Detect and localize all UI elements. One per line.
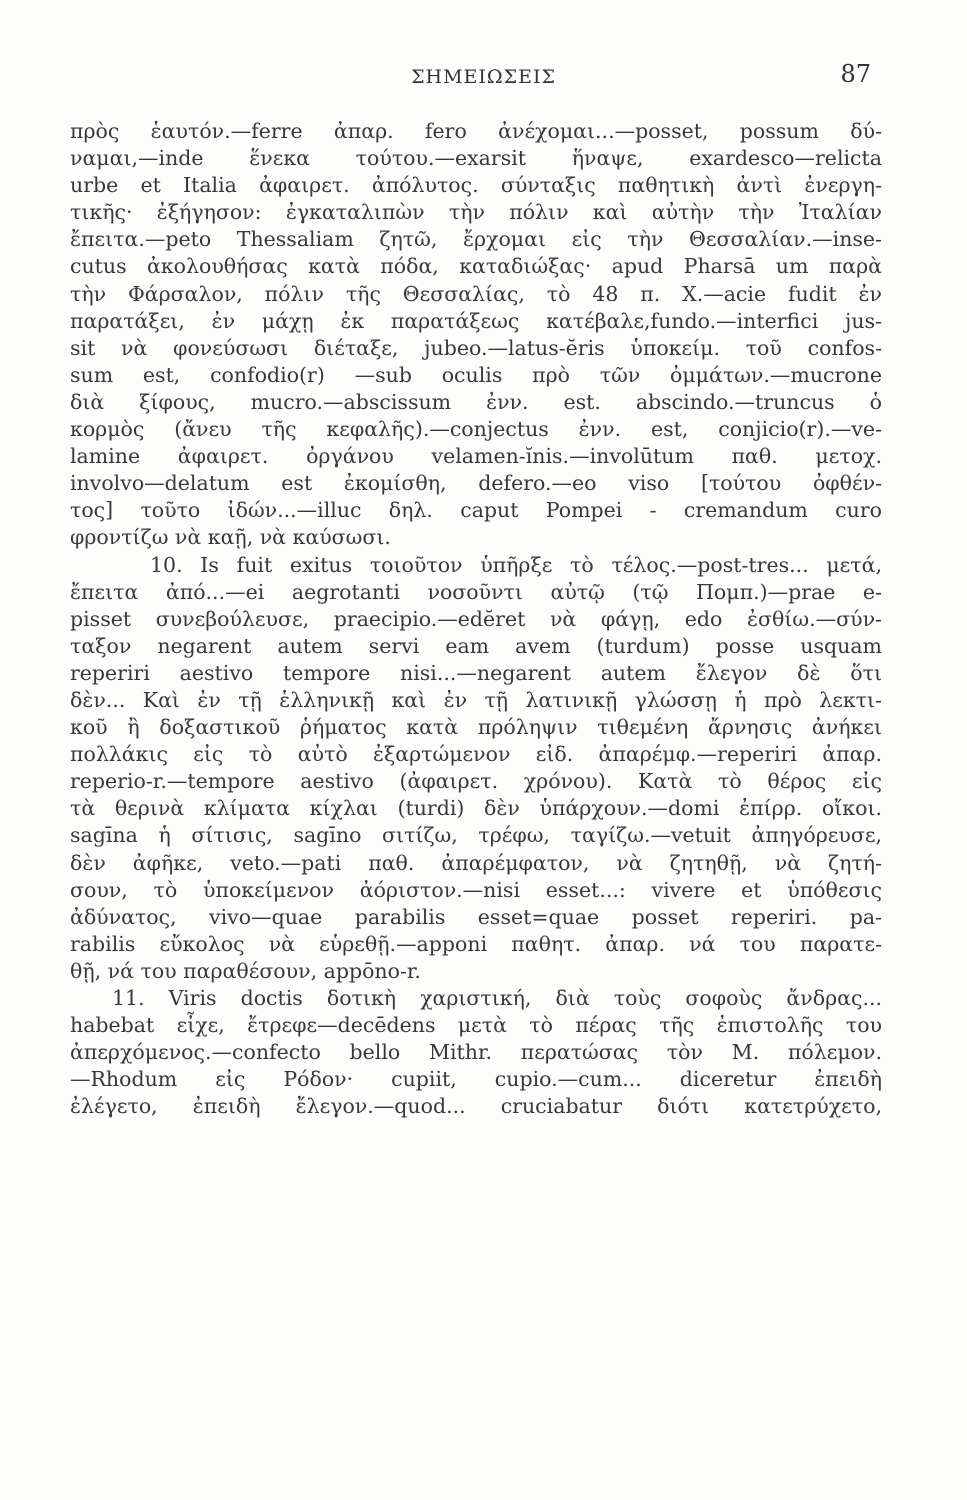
text-line: παρατάξει, ἐν μάχῃ ἐκ παρατάξεως κατέβαλε,fundo.—interfici jus-	[70, 308, 882, 333]
text-line: sagīna ἡ σίτισις, sagīno σιτίζω, τρέφω, ταγίζω.—vetuit ἀπηγόρευσε,	[70, 823, 882, 848]
text-line: reperio-r.—tempore aestivo (ἀφαιρετ. χρόνου). Κατὰ τὸ θέρος εἰς	[70, 769, 882, 794]
text-line: σουν, τὸ ὑποκείμενον ἀόριστον.—nisi esset...: vivere et ὑπόθεσις	[70, 877, 882, 902]
text-line: πρὸς ἑαυτόν.—ferre ἀπαρ. fero ἀνέχομαι...—posset, possum δύ-	[70, 119, 882, 143]
text-line: ἀδύνατος, vivo—quae parabilis esset=quae posset reperiri. pa-	[70, 904, 882, 929]
text-line: ἀπερχόμενος.—confecto bello Mithr. περατώσας τὸν Μ. πόλεμον.	[70, 1040, 882, 1065]
text-line: τὰ θερινὰ κλίματα κίχλαι (turdi) δὲν ὑπάρχουν.—domi ἐπίρρ. οἴκοι.	[70, 796, 882, 821]
text-line: ἐλέγετο, ἐπειδὴ ἔλεγον.—quod... cruciabatur διότι κατετρύχετο,	[70, 1094, 882, 1119]
text-line: τὴν Φάρσαλον, πόλιν τῆς Θεσσαλίας, τὸ 48 π. Χ.—acie fudit ἐν	[70, 281, 882, 306]
text-line: ἔπειτα.—peto Thessaliam ζητῶ, ἔρχομαι εἰς τὴν Θεσσαλίαν.—inse-	[70, 227, 882, 252]
text-line: ἔπειτα ἀπό...—ei aegrotanti νοσοῦντι αὐτῷ (τῷ Πομπ.)—prae e-	[70, 579, 882, 604]
text-line: διὰ ξίφους, mucro.—abscissum ἐνν. est. abscindo.—truncus ὁ	[70, 389, 882, 414]
page-number: 87	[840, 60, 871, 88]
notes-body	[70, 118, 882, 1120]
text-line: πολλάκις εἰς τὸ αὐτὸ ἐξαρτώμενον εἰδ. ἀπαρέμφ.—reperiri ἀπαρ.	[70, 742, 882, 767]
text-line: τικῆς· ἐξήγησον: ἐγκαταλιπὼν τὴν πόλιν καὶ αὐτὴν τὴν Ἰταλίαν	[70, 200, 882, 225]
paragraph-11-line: 11. Viris doctis δοτικὴ χαριστική, διὰ τοὺς σοφοὺς ἄνδρας...	[112, 986, 882, 1010]
text-line: lamine ἀφαιρετ. ὀργάνου velamen-ĭnis.—involūtum παθ. μετοχ.	[70, 444, 882, 469]
text-line: reperiri aestivo tempore nisi...—negarent autem ἔλεγον δὲ ὅτι	[70, 660, 882, 685]
text-line: sum est, confodio(r) —sub oculis πρὸ τῶν ὀμμάτων.—mucrone	[70, 362, 882, 387]
text-line: τος] τοῦτο ἰδών...—illuc δηλ. caput Pompei - cremandum curo	[70, 498, 882, 523]
paragraph-10-line: 10. Is fuit exitus τοιοῦτον ὑπῆρξε τὸ τέλος.—post-tres... μετά,	[150, 552, 882, 577]
text-line: θῇ, νά του παραθέσουν, appōno-r.	[70, 958, 421, 983]
text-line: habebat εἶχε, ἔτρεφε—decēdens μετὰ τὸ πέρας τῆς ἐπιστολῆς του	[70, 1013, 882, 1038]
text-line: sit νὰ φονεύσωσι διέταξε, jubeo.—latus-ĕris ὑποκείμ. τοῦ confos-	[70, 335, 882, 360]
text-line: ταξον negarent autem servi eam avem (turdum) posse usquam	[70, 633, 882, 658]
text-line: δὲν... Καὶ ἐν τῇ ἑλληνικῇ καὶ ἐν τῇ λατινικῇ γλώσσῃ ἡ πρὸ λεκτι-	[70, 687, 882, 712]
running-head	[0, 60, 967, 100]
text-line: rabilis εὔκολος νὰ εὑρεθῇ.—apponi παθητ. ἀπαρ. νά του παρατε-	[70, 931, 882, 956]
text-line: ναμαι,—inde ἕνεκα τούτου.—exarsit ἥναψε, exardesco—relicta	[70, 146, 882, 171]
text-line: δὲν ἀφῆκε, veto.—pati παθ. ἀπαρέμφατον, νὰ ζητηθῇ, νὰ ζητή-	[70, 850, 882, 875]
page-title: ΣΗΜΕΙΩΣΕΙΣ	[411, 66, 556, 88]
text-line: urbe et Italia ἀφαιρετ. ἀπόλυτος. σύνταξις παθητικὴ ἀντὶ ἐνεργη-	[70, 173, 882, 198]
text-line: κορμὸς (ἄνευ τῆς κεφαλῆς).—conjectus ἐνν. est, conjicio(r).—ve-	[70, 417, 882, 442]
text-line: cutus ἀκολουθήσας κατὰ πόδα, καταδιώξας· apud Pharsā um παρὰ	[70, 254, 882, 279]
text-line: pisset συνεβούλευσε, praecipio.—edĕret νὰ φάγῃ, edo ἐσθίω.—σύν-	[70, 606, 882, 631]
text-line: κοῦ ἢ δοξαστικοῦ ῥήματος κατὰ πρόληψιν τιθεμένη ἄρνησις ἀνήκει	[70, 715, 882, 740]
text-line: —Rhodum εἰς Ρόδον· cupiit, cupio.—cum... diceretur ἐπειδὴ	[70, 1067, 882, 1092]
text-line: φροντίζω νὰ καῇ, νὰ καύσωσι.	[70, 525, 391, 550]
text-line: involvo—delatum est ἐκομίσθη, defero.—eo viso [τούτου ὀφθέν-	[70, 471, 882, 496]
